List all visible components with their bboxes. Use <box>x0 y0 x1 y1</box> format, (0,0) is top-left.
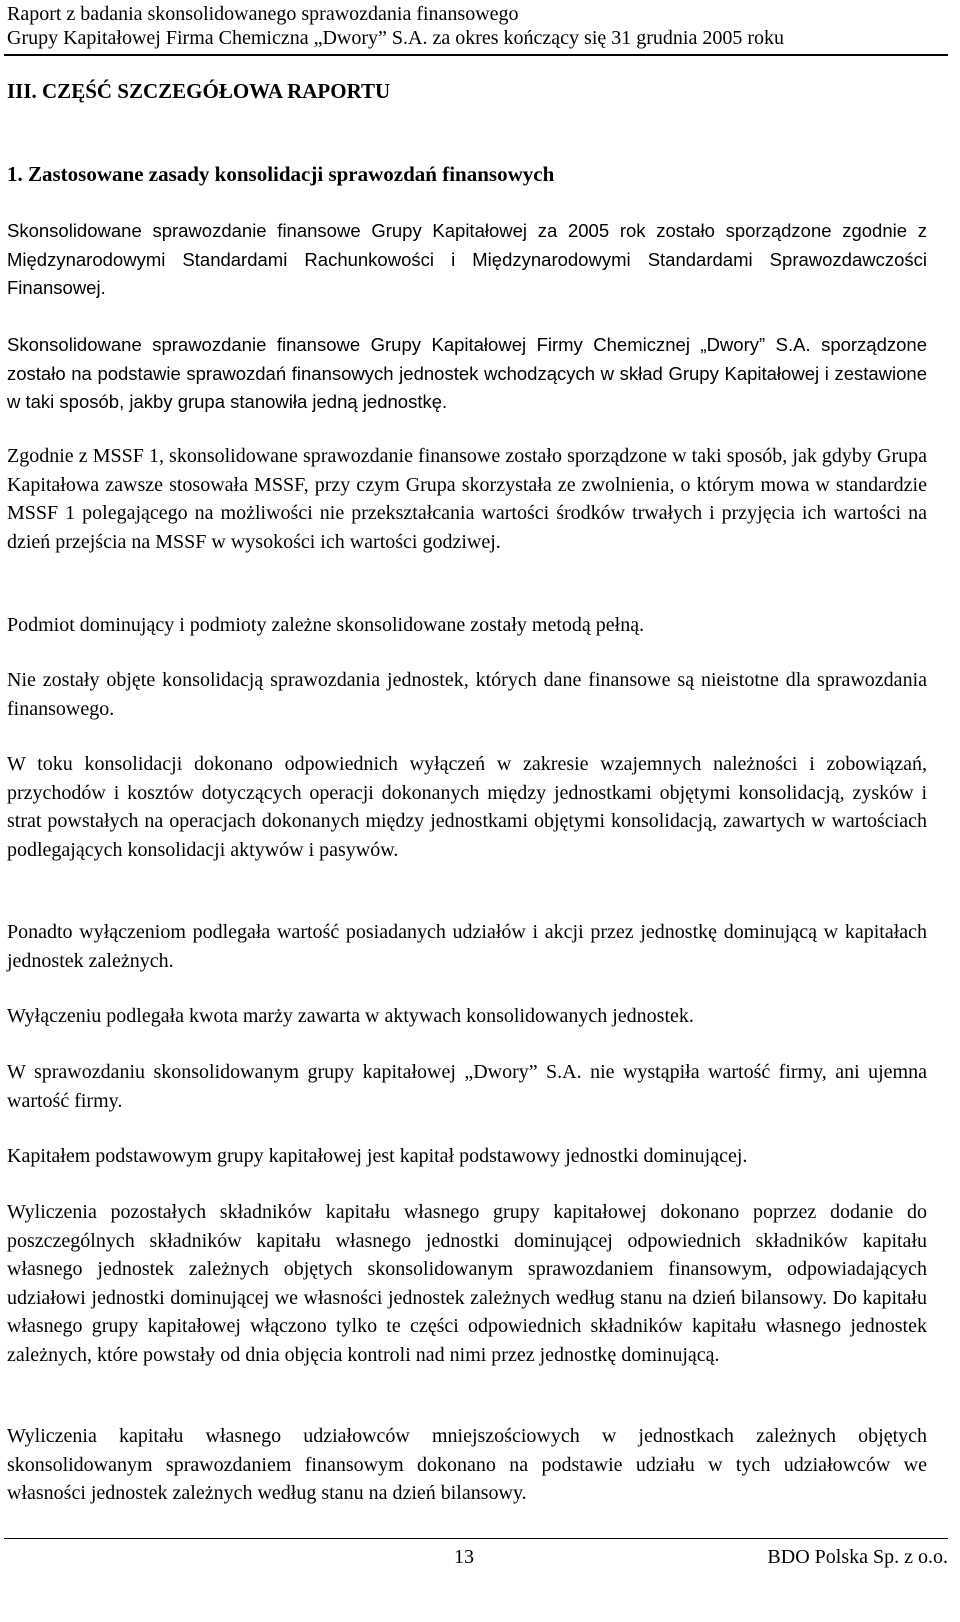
paragraph-11: Wyliczenia pozostałych składników kapitału własnego grupy kapitałowej dokonano poprzez dodanie do poszczególnych składników kapitału własnego jednostki dominującej odpowiednich składników kapitału własnego jednostek zależnych objętych skonsolidowanym sprawozdaniem finansowym, odpowiadających udziałowi jednostki dominującej we własności jednostek zależnych według stanu na dzień bilansowy. Do kapitału własnego grupy kapitałowej włączono tylko te części odpowiednich składników kapitału własnego jednostek zależnych, które powstały od dnia objęcia kontroli nad nimi przez jednostkę dominującą. <box>7 1201 927 1366</box>
footer-divider <box>4 1538 948 1539</box>
paragraph-4: Podmiot dominujący i podmioty zależne skonsolidowane zostały metodą pełną. <box>7 614 645 636</box>
section-title: 1. Zastosowane zasady konsolidacji sprawozdań finansowych <box>7 162 555 186</box>
paragraph-6: W toku konsolidacji dokonano odpowiednich wyłączeń w zakresie wzajemnych należności i zobowiązań, przychodów i kosztów dotyczących operacji dokonanych między jednostkami objętymi konsolidacją, zysków i strat powstałych na operacjach dokonanych między jednostkami objętymi konsolidacją, zawartych w wartościach podlegających konsolidacji aktywów i pasywów. <box>7 753 927 861</box>
paragraph-10: Kapitałem podstawowym grupy kapitałowej jest kapitał podstawowy jednostki dominującej. <box>7 1145 748 1167</box>
paragraph-7: Ponadto wyłączeniom podlegała wartość posiadanych udziałów i akcji przez jednostkę dominującą w kapitałach jednostek zależnych. <box>7 921 927 972</box>
report-header <box>7 2 947 50</box>
paragraph-2: Skonsolidowane sprawozdanie finansowe Grupy Kapitałowej Firmy Chemicznej „Dwory” S.A. sporządzone zostało na podstawie sprawozdań finansowych jednostek wchodzących w skład Grupy Kapitałowej i zestawione w taki sposób, jakby grupa stanowiła jedną jednostkę. <box>7 334 927 412</box>
header-line-2: Grupy Kapitałowej Firma Chemiczna „Dwory” S.A. za okres kończący się 31 grudnia 2005 roku <box>7 27 785 49</box>
footer-company-name: BDO Polska Sp. z o.o. <box>767 1546 948 1568</box>
page-number: 13 <box>454 1546 474 1568</box>
paragraph-3: Zgodnie z MSSF 1, skonsolidowane sprawozdanie finansowe zostało sporządzone w taki sposób, jak gdyby Grupa Kapitałowa zawsze stosowała MSSF, przy czym Grupa skorzystała ze zwolnienia, o którym mowa w standardzie MSSF 1 polegającego na możliwości nie przekształcania wartości środków trwałych i przyjęcia ich wartości na dzień przejścia na MSSF w wysokości ich wartości godziwej. <box>7 445 927 553</box>
header-divider <box>4 54 948 56</box>
paragraph-5: Nie zostały objęte konsolidacją sprawozdania jednostek, których dane finansowe są nieistotne dla sprawozdania finansowego. <box>7 669 927 720</box>
paragraph-8: Wyłączeniu podlegała kwota marży zawarta w aktywach konsolidowanych jednostek. <box>7 1005 694 1027</box>
header-line-1: Raport z badania skonsolidowanego sprawozdania finansowego <box>7 3 519 25</box>
part-title: III. CZĘŚĆ SZCZEGÓŁOWA RAPORTU <box>7 79 391 103</box>
paragraph-9: W sprawozdaniu skonsolidowanym grupy kapitałowej „Dwory” S.A. nie wystąpiła wartość firmy, ani ujemna wartość firmy. <box>7 1061 927 1112</box>
paragraph-12: Wyliczenia kapitału własnego udziałowców mniejszościowych w jednostkach zależnych objętych skonsolidowanym sprawozdaniem finansowym dokonano na podstawie udziału w tych udziałowców we własności jednostek zależnych według stanu na dzień bilansowy. <box>7 1425 927 1504</box>
paragraph-1: Skonsolidowane sprawozdanie finansowe Grupy Kapitałowej za 2005 rok zostało sporządzone zgodnie z Międzynarodowymi Standardami Rachunkowości i Międzynarodowymi Standardami Sprawozdawczości Finansowej. <box>7 220 927 298</box>
